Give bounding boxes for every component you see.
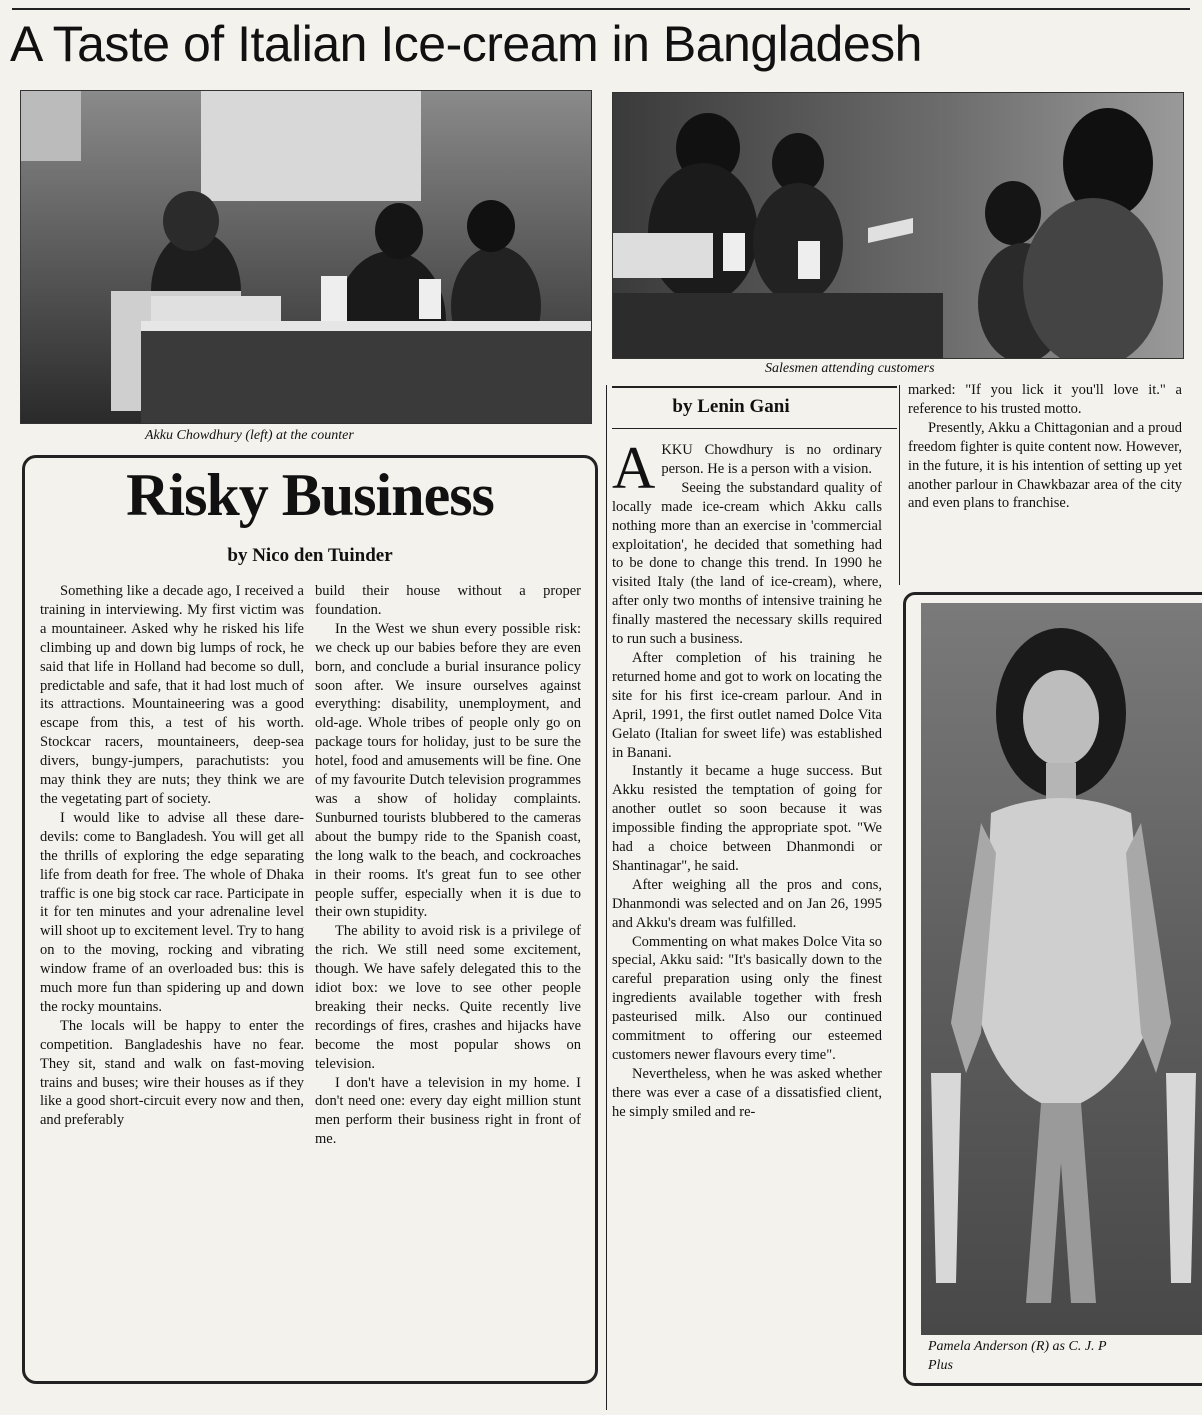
italian-column-1 xyxy=(612,441,882,1411)
paragraph: Something like a decade ago, I received a training in interviewing. My first victim was a mountaineer. Asked why he risked his life climbing up and down big lumps of rock, he said that life in Holland had become so dull, predictable and safe, that it had lost much of its attractions. Mountaineering was a good escape from this, a test of his worth. Stockcar racers, mountaineers, deep-sea divers, bungy-jumpers, parachutists: you may think they are nuts; they think we are the vegetating part of society. xyxy=(40,583,304,807)
caption-salesmen: Salesmen attending customers xyxy=(765,361,935,376)
column-divider xyxy=(899,385,900,585)
paragraph: After weighing all the pros and cons, Dhanmondi was selected and on Jan 26, 1995 and Akku's dream was fulfilled. xyxy=(612,876,882,931)
paragraph: The locals will be happy to enter the competition. Bangladeshis have no fear. They sit, stand and walk on fast-moving trains and buses; wire their houses as if they like a good short-circuit every now and then, and preferably xyxy=(40,1017,304,1129)
photo-box-pamela xyxy=(903,592,1202,1386)
paragraph: In the West we shun every possible risk: we check up our babies before they are even born, and conclude a burial insurance policy soon after. We insure ourselves against everything: disability, unemployment, and old-age. Whole tribes of people only go on package tours for holiday, just to be sure the hotel, food and amusements will be fine. One of my favourite Dutch television programmes was a show of holiday complaints. Sunburned tourists blubbered to the cameras about the bumpy ride to the Spanish coast, the long walk to the beach, and cockroaches in their rooms. It's great fun to see other people suffer, especially when it is due to their own stupidity. xyxy=(315,620,581,921)
photo-counter xyxy=(20,90,592,424)
top-rule xyxy=(12,8,1190,10)
photo-salesmen xyxy=(612,92,1184,359)
paragraph: Presently, Akku a Chittagonian and a proud freedom fighter is quite content now. However, in the future, it is his intention of setting up yet another parlour in Chawkbazar area of the city and even plans to franchise. xyxy=(908,419,1182,512)
byline-rule-top xyxy=(612,386,897,388)
caption-counter: Akku Chowdhury (left) at the counter xyxy=(145,428,354,443)
risky-column-1 xyxy=(40,582,304,1372)
article-title-risky-business: Risky Business xyxy=(126,462,494,528)
photo-pamela xyxy=(921,603,1202,1335)
drop-cap: A xyxy=(612,441,656,501)
risky-column-2 xyxy=(315,582,581,1372)
caption-pamela-line2: Plus xyxy=(928,1358,953,1373)
paragraph: marked: "If you lick it you'll love it." a reference to his trusted motto. xyxy=(908,382,1182,417)
paragraph: Nevertheless, when he was asked whether there was ever a case of a dissatisfied client, he simply smiled and re- xyxy=(612,1065,882,1120)
paragraph: Seeing the substandard quality of locally made ice-cream which Akku calls nothing more than an exercise in 'commercial exploitation', he decided that something had to be done to change this trend. In 1990 he visited Italy (the land of ice-cream), where, after only two months of intensive training he finally mastered the necessary skills required to run such a business. xyxy=(612,479,882,648)
paragraph: AKKU Chowdhury is no ordinary person. He is a person with a vision. xyxy=(612,441,882,501)
paragraph: Commenting on what makes Dolce Vita so special, Akku said: "It's basically down to the careful preparation using only the finest ingredients available together with fresh pasteurised milk. Also our continued commitment to offering our esteemed customers newer flavours every time". xyxy=(612,933,882,1063)
byline-nico-den-tuinder: by Nico den Tuinder xyxy=(227,545,393,566)
page-headline: A Taste of Italian Ice-cream in Bangladesh xyxy=(10,16,922,72)
caption-pamela-line1: Pamela Anderson (R) as C. J. P xyxy=(928,1339,1107,1354)
italian-column-2 xyxy=(908,381,1182,586)
paragraph: I would like to advise all these dare-devils: come to Bangladesh. You will get all the thrills of exploring the edge separating life from death for free. The whole of Dhaka traffic is one big stock car race. Participate in it for ten minutes and your adrenaline level will shoot up to excitement level. Try to hang on to the moving, rocking and vibrating window frame of an overloaded bus: this is much more fun than spidering up and down the rocky mountains. xyxy=(40,809,304,1015)
paragraph: Instantly it became a huge success. But Akku resisted the temptation of going for another outlet so soon because it was impossible finding the appropriate spot. "We had a choice between Dhanmondi or Shantinagar", he said. xyxy=(612,763,882,874)
byline-lenin-gani: by Lenin Gani xyxy=(672,396,790,417)
paragraph: After completion of his training he returned home and got to work on locating the site for his first ice-cream parlour. And in April, 1991, the first outlet named Dolce Vita Gelato (Italian for sweet life) was established in Banani. xyxy=(612,649,882,761)
paragraph: The ability to avoid risk is a privilege of the rich. We still need some excitement, though. We have safely delegated this to the idiot box: we love to see other people breaking their necks. Quite recently live recordings of fires, crashes and hijacks have become the most popular shows on television. xyxy=(315,923,581,1072)
byline-rule-bottom xyxy=(612,428,897,429)
paragraph: I don't have a television in my home. I don't need one: every day eight million stunt men perform their business right in front of me. xyxy=(315,1074,581,1148)
paragraph: build their house without a proper foundation. xyxy=(315,583,581,618)
column-divider xyxy=(606,385,607,1410)
